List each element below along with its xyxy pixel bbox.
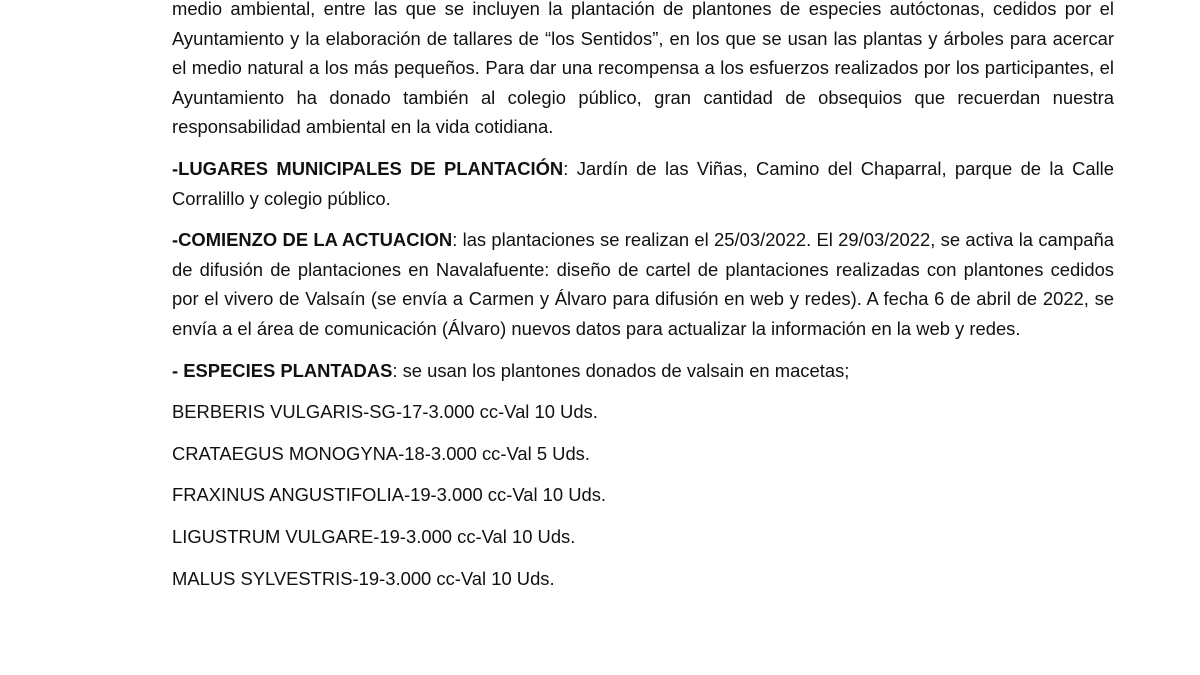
section-text: : Jardín de las Viñas, Camino del Chaparral, parque de la Calle Corralillo y colegio público.: [172, 157, 1114, 209]
section-text: : las plantaciones se realizan el 25/03/2022. El 29/03/2022, se activa la campaña de difusión de plantaciones en Navalafuente: diseño de cartel de plantaciones realizadas con plantones cedidos por el vivero de Valsaín (se envía a Carmen y Álvaro para difusión en web y redes). A fecha 6 de abril de 2022, se envía a el área de comunicación (Álvaro) nuevos datos para actualizar la información en la web y redes.: [172, 229, 1114, 339]
species-item: BERBERIS VULGARIS-SG-17-3.000 cc-Val 10 Uds.: [172, 401, 598, 423]
species-item: FRAXINUS ANGUSTIFOLIA-19-3.000 cc-Val 10 Uds.: [172, 484, 607, 506]
section-label: - ESPECIES PLANTADAS: [172, 359, 393, 381]
species-list: [172, 397, 1114, 593]
section-text: : se usan los plantones donados de valsain en macetas;: [392, 359, 850, 381]
species-item: CRATAEGUS MONOGYNA-18-3.000 cc-Val 5 Uds.: [172, 442, 590, 464]
intro-line: de obsequios que recuerdan nuestra responsabilidad ambiental en la vida cotidiana.: [172, 86, 1114, 138]
section-lugares-plantacion: [172, 154, 1114, 213]
section-especies-plantadas: [172, 356, 1114, 386]
section-label: -LUGARES MUNICIPALES DE PLANTACIÓN: [172, 157, 564, 179]
document-page: [172, 0, 1114, 593]
intro-line: realizados por los participantes, el Ayuntamiento ha donado también al colegio público, gran cantidad: [172, 57, 1114, 108]
species-item: MALUS SYLVESTRIS-19-3.000 cc-Val 10 Uds.: [172, 567, 555, 589]
species-item: LIGUSTRUM VULGARE-19-3.000 cc-Val 10 Uds.: [172, 525, 576, 547]
section-label: -COMIENZO DE LA ACTUACION: [172, 229, 453, 251]
intro-paragraph: [172, 0, 1114, 142]
section-comienzo-actuacion: [172, 225, 1114, 343]
intro-line: árboles para acercar el medio natural a los más pequeños. Para dar una recompensa a los esfuerzos: [172, 27, 1114, 79]
intro-line: por el Ayuntamiento y la elaboración de tallares de “los Sentidos”, en los que se usan las plantas y: [172, 0, 1114, 49]
intro-line: medio ambiental, entre las que se incluyen la plantación de plantones de especies autóctonas, cedidos: [172, 0, 1057, 19]
